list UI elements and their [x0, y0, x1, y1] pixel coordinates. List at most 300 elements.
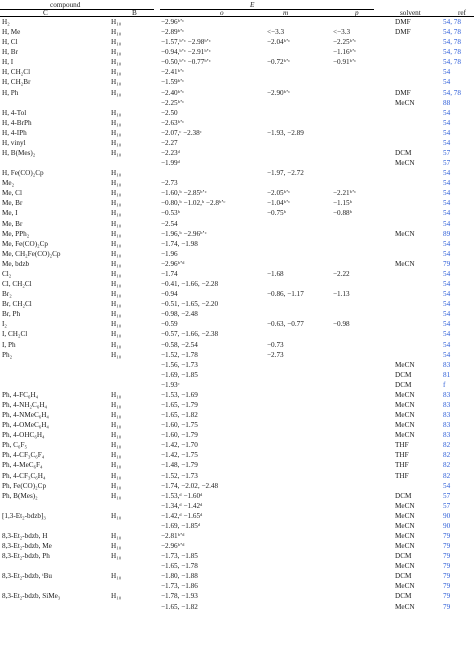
cell-compound-b: H₁₀ [111, 320, 122, 329]
cell-compound-c: H, B(Mes)₂ [2, 149, 36, 158]
cell-e-ortho: −1.48, −1.79 [161, 461, 198, 470]
cell-e-ortho: −2.07,ᶜ −2.38ᶜ [161, 128, 202, 137]
cell-ref[interactable]: 54 [443, 128, 451, 137]
cell-e-ortho: −2.23ᵈ [161, 149, 180, 158]
table-row [0, 541, 474, 551]
cell-solvent: DCM [395, 552, 412, 561]
cell-ref[interactable]: 54, 78 [443, 18, 461, 26]
cell-solvent: MeCN [395, 98, 415, 107]
cell-compound-b: H₁₀ [111, 249, 122, 258]
cell-compound-b: H₁₀ [111, 400, 122, 409]
cell-compound-c: H, 4-Tol [2, 108, 27, 117]
cell-compound-c: 8,3-Et₂-bdzb, H [2, 531, 48, 540]
cell-compound-c: Br, Ph [2, 310, 21, 319]
cell-e-ortho: −1.60, −1.79 [161, 431, 198, 440]
cell-compound-b: H₁₀ [111, 88, 122, 97]
cell-ref[interactable]: 89 [443, 229, 451, 238]
cell-e-meta: −2.73 [267, 350, 284, 359]
cell-e-ortho: −0.51, −1.65, −2.20 [161, 300, 219, 309]
table-row [0, 571, 474, 581]
cell-ref[interactable]: 82 [443, 471, 451, 480]
cell-compound-c: 8,3-Et₂-bdzb, SiMe₃ [2, 592, 61, 601]
cell-e-ortho: −2.41ᵇʼᶜ [161, 68, 185, 77]
cell-compound-b: H₁₀ [111, 421, 122, 430]
cell-ref[interactable]: 54, 78 [443, 38, 461, 47]
cell-compound-c: Ph, 4-NMeC₆H₄ [2, 411, 49, 420]
cell-solvent: THF [395, 451, 409, 460]
cell-ref[interactable]: 83 [443, 400, 451, 409]
cell-compound-c: Me, Br [2, 219, 23, 228]
cell-e-meta: −1.04ᵇʼᶜ [267, 199, 291, 208]
cell-ref[interactable]: 82 [443, 451, 451, 460]
cell-solvent: MeCN [395, 360, 415, 369]
cell-e-ortho: −0.94,ᵇʼᶜ −2.91ᵇʼᶜ [161, 48, 211, 57]
cell-e-ortho: −2.96ᵇʼᵈ [161, 259, 185, 268]
cell-ref[interactable]: 81 [443, 370, 451, 379]
header-e: E [250, 1, 255, 9]
cell-solvent: THF [395, 461, 409, 470]
cell-e-ortho: −1.69, −1.85ᵈ [161, 521, 201, 530]
cell-compound-b: H₁₀ [111, 128, 122, 137]
table-row [0, 319, 474, 329]
cell-e-ortho: −2.27 [161, 138, 178, 147]
cell-compound-b: H₁₀ [111, 451, 122, 460]
cell-ref[interactable]: f [443, 380, 446, 389]
table-row [0, 138, 474, 148]
cell-ref[interactable]: 83 [443, 360, 451, 369]
cell-ref[interactable]: 90 [443, 521, 451, 530]
cell-e-meta: −0.72ᵇʼᶜ [267, 58, 291, 67]
cell-ref[interactable]: 54 [443, 68, 451, 77]
cell-compound-b: H₁₀ [111, 269, 122, 278]
cell-compound-b: H₁₀ [111, 259, 122, 268]
cell-compound-b: H₁₀ [111, 209, 122, 218]
cell-compound-b: H₁₀ [111, 78, 122, 87]
cell-compound-c: Ph, Fe(CO)₂Cp [2, 481, 47, 490]
cell-compound-c: Me, CH₂Fe(CO)₂Cp [2, 249, 61, 258]
cell-e-ortho: −0.57, −1.66, −2.38 [161, 330, 219, 339]
cell-e-meta: −2.04ᵇʼᶜ [267, 38, 291, 47]
cell-compound-c: Me, Br [2, 199, 23, 208]
cell-compound-b: H₁₀ [111, 219, 122, 228]
cell-e-ortho: −0.50,ᵇʼᶜ −0.77ᵇʼᶜ [161, 58, 211, 67]
table-row [0, 370, 474, 380]
cell-compound-c: I, CH₂Cl [2, 330, 28, 339]
header-rule-e [160, 9, 374, 10]
cell-solvent: MeCN [395, 501, 415, 510]
cell-solvent: DCM [395, 380, 412, 389]
cell-e-ortho: −1.57,ᵇʼᶜ −2.98ᵇʼᶜ [161, 38, 211, 47]
header-compound: compound [50, 1, 81, 9]
cell-solvent: MeCN [395, 411, 415, 420]
cell-compound-c: Ph, 4-NH₂C₆H₄ [2, 400, 48, 409]
table-row [0, 118, 474, 128]
cell-compound-b: H₁₀ [111, 189, 122, 198]
cell-solvent: MeCN [395, 531, 415, 540]
cell-ref[interactable]: 54 [443, 290, 451, 299]
table-row [0, 208, 474, 218]
cell-solvent: THF [395, 441, 409, 450]
cell-ref[interactable]: 79 [443, 602, 451, 611]
cell-ref[interactable]: 83 [443, 431, 451, 440]
table-row [0, 57, 474, 67]
table-row [0, 269, 474, 279]
cell-e-meta: −1.93, −2.89 [267, 128, 304, 137]
cell-e-ortho: −1.56, −1.73 [161, 360, 198, 369]
table-row [0, 309, 474, 319]
cell-compound-b: H₁₀ [111, 58, 122, 67]
table-row [0, 531, 474, 541]
cell-compound-c: Br₂ [2, 290, 12, 299]
table-row [0, 481, 474, 491]
cell-e-ortho: −1.42, −1.70 [161, 441, 198, 450]
cell-compound-c: Ph, 4-OMeC₆H₄ [2, 421, 49, 430]
cell-solvent: DCM [395, 491, 412, 500]
header-col-o: o [220, 8, 224, 17]
cell-e-ortho: −0.58, −2.54 [161, 340, 198, 349]
table-row [0, 400, 474, 410]
cell-compound-b: H₁₀ [111, 350, 122, 359]
cell-solvent: MeCN [395, 431, 415, 440]
cell-ref[interactable]: 54, 78 [443, 48, 461, 57]
cell-solvent: DMF [395, 28, 411, 37]
cell-compound-b: H₁₀ [111, 491, 122, 500]
cell-compound-b: H₁₀ [111, 461, 122, 470]
cell-e-ortho: −1.96 [161, 249, 178, 258]
cell-ref[interactable]: 54 [443, 169, 451, 178]
cell-compound-c: Me, bdzb [2, 259, 30, 268]
cell-solvent: MeCN [395, 521, 415, 530]
cell-e-para: <−3.3 [333, 28, 351, 37]
cell-e-ortho: −1.80, −1.88 [161, 572, 198, 581]
cell-ref[interactable]: 54 [443, 118, 451, 127]
cell-ref[interactable]: 54 [443, 320, 451, 329]
cell-ref[interactable]: 79 [443, 259, 451, 268]
cell-ref[interactable]: 83 [443, 421, 451, 430]
table-row [0, 380, 474, 390]
table-row [0, 430, 474, 440]
cell-e-para: −1.13 [333, 290, 350, 299]
table-row [0, 249, 474, 259]
cell-compound-c: Ph, 4-CF₃C₆H₄ [2, 471, 46, 480]
cell-solvent: MeCN [395, 400, 415, 409]
cell-e-meta: −0.73 [267, 340, 284, 349]
cell-ref[interactable]: 54 [443, 219, 451, 228]
cell-e-ortho: −1.69, −1.85 [161, 370, 198, 379]
cell-ref[interactable]: 88 [443, 98, 451, 107]
cell-compound-c: H, Fe(CO)₂Cp [2, 169, 44, 178]
cell-solvent: DCM [395, 149, 412, 158]
cell-e-ortho: −1.42,ᵈ −1.65ᵈ [161, 511, 203, 520]
table-row [0, 67, 474, 77]
table-row [0, 108, 474, 118]
cell-compound-b: H₁₀ [111, 471, 122, 480]
cell-ref[interactable]: 79 [443, 552, 451, 561]
cell-compound-c: H, Ph [2, 88, 19, 97]
cell-e-meta: −1.68 [267, 269, 284, 278]
cell-ref[interactable]: 82 [443, 461, 451, 470]
table-row [0, 168, 474, 178]
cell-e-ortho: −1.60, −1.75 [161, 421, 198, 430]
table-row [0, 219, 474, 229]
cell-compound-c: H, CH₂Cl [2, 68, 31, 77]
cell-ref[interactable]: 54 [443, 300, 451, 309]
table-row [0, 360, 474, 370]
cell-ref[interactable]: 54 [443, 269, 451, 278]
cell-e-ortho: −0.59 [161, 320, 178, 329]
cell-ref[interactable]: 54, 78 [443, 88, 461, 97]
table-row [0, 551, 474, 561]
cell-compound-c: [1,3-Et₂-bdzb]₃ [2, 511, 46, 520]
cell-e-ortho: −2.96ᵇʼᵈ [161, 542, 185, 551]
cell-e-ortho: −2.73 [161, 179, 178, 188]
cell-solvent: DMF [395, 18, 411, 26]
cell-compound-b: H₁₀ [111, 481, 122, 490]
cell-compound-c: 8,3-Et₂-bdzb, Ph [2, 552, 50, 561]
cell-e-ortho: −1.52, −1.78 [161, 350, 198, 359]
table-row [0, 340, 474, 350]
cell-compound-b: H₁₀ [111, 572, 122, 581]
cell-ref[interactable]: 79 [443, 542, 451, 551]
cell-compound-c: H, Br [2, 48, 18, 57]
cell-e-ortho: −1.74, −1.98 [161, 239, 198, 248]
cell-ref[interactable]: 83 [443, 390, 451, 399]
header-col-ref: ref [458, 8, 466, 17]
table-row [0, 521, 474, 531]
header-col-p: p [355, 8, 359, 17]
cell-ref[interactable]: 54 [443, 78, 451, 87]
cell-ref[interactable]: 54 [443, 138, 451, 147]
cell-compound-c: Ph₂ [2, 350, 13, 359]
cell-e-para: −0.98 [333, 320, 350, 329]
cell-ref[interactable]: 54 [443, 340, 451, 349]
cell-e-ortho: −2.54 [161, 219, 178, 228]
cell-solvent: MeCN [395, 602, 415, 611]
cell-ref[interactable]: 54 [443, 280, 451, 289]
cell-solvent: MeCN [395, 511, 415, 520]
cell-compound-c: H, 4-IPh [2, 128, 27, 137]
cell-ref[interactable]: 54 [443, 108, 451, 117]
cell-ref[interactable]: 54 [443, 350, 451, 359]
cell-compound-c: H, 4-BrPh [2, 118, 32, 127]
cell-compound-b: H₁₀ [111, 118, 122, 127]
cell-ref[interactable]: 54 [443, 179, 451, 188]
table-row [0, 440, 474, 450]
header-col-solvent: solvent [400, 8, 421, 17]
cell-ref[interactable]: 57 [443, 491, 451, 500]
cell-ref[interactable]: 57 [443, 149, 451, 158]
cell-e-para: −1.15ᵇ [333, 199, 352, 208]
table-row [0, 450, 474, 460]
table-row [0, 591, 474, 601]
cell-e-ortho: −1.78, −1.93 [161, 592, 198, 601]
cell-compound-b: H₁₀ [111, 552, 122, 561]
table-row [0, 17, 474, 27]
cell-e-ortho: −1.42, −1.75 [161, 451, 198, 460]
cell-compound-c: Me₂ [2, 179, 15, 188]
cell-compound-b: H₁₀ [111, 38, 122, 47]
cell-compound-c: Me, I [2, 209, 18, 218]
table-row [0, 77, 474, 87]
cell-compound-b: H₁₀ [111, 441, 122, 450]
cell-e-ortho: −2.40ᵇʼᶜ [161, 88, 185, 97]
table-body [0, 17, 474, 612]
table-row [0, 420, 474, 430]
table-row [0, 350, 474, 360]
cell-solvent: THF [395, 471, 409, 480]
cell-ref[interactable]: 83 [443, 411, 451, 420]
cell-e-ortho: −1.59ᵇʼᶜ [161, 78, 185, 87]
cell-ref[interactable]: 54, 78 [443, 58, 461, 67]
cell-solvent: MeCN [395, 390, 415, 399]
cell-solvent: MeCN [395, 421, 415, 430]
cell-compound-b: H₁₀ [111, 138, 122, 147]
cell-solvent: MeCN [395, 582, 415, 591]
cell-compound-c: H₂ [2, 18, 10, 26]
cell-solvent: DCM [395, 592, 412, 601]
cell-compound-b: H₁₀ [111, 340, 122, 349]
table-row [0, 460, 474, 470]
cell-compound-b: H₁₀ [111, 280, 122, 289]
cell-e-meta: −0.86, −1.17 [267, 290, 304, 299]
cell-e-ortho: −2.25ᵇʼᶜ [161, 98, 185, 107]
cell-ref[interactable]: 54 [443, 330, 451, 339]
table-row [0, 158, 474, 168]
cell-compound-b: H₁₀ [111, 199, 122, 208]
cell-compound-b: H₁₀ [111, 108, 122, 117]
cell-ref[interactable]: 90 [443, 511, 451, 520]
cell-compound-b: H₁₀ [111, 290, 122, 299]
cell-compound-c: H, Me [2, 28, 21, 37]
cell-e-para: −2.22 [333, 269, 350, 278]
table-row [0, 501, 474, 511]
cell-solvent: MeCN [395, 159, 415, 168]
header-col-c: C [43, 8, 48, 17]
cell-e-meta: −2.90ᵇʼᶜ [267, 88, 291, 97]
table-row [0, 178, 474, 188]
table-row [0, 471, 474, 481]
table-row [0, 88, 474, 98]
cell-solvent: MeCN [395, 259, 415, 268]
table-row [0, 289, 474, 299]
table-row [0, 390, 474, 400]
cell-compound-b: H₁₀ [111, 300, 122, 309]
cell-compound-c: Br, CH₂Cl [2, 300, 32, 309]
table-row [0, 602, 474, 612]
cell-e-ortho: −1.73, −1.86 [161, 582, 198, 591]
cell-ref[interactable]: 79 [443, 592, 451, 601]
cell-compound-b: H₁₀ [111, 149, 122, 158]
cell-compound-b: H₁₀ [111, 390, 122, 399]
cell-compound-b: H₁₀ [111, 531, 122, 540]
cell-e-ortho: −0.98, −2.48 [161, 310, 198, 319]
cell-solvent: MeCN [395, 562, 415, 571]
cell-ref[interactable]: 54 [443, 481, 451, 490]
cell-e-ortho: −0.53ᵇ [161, 209, 180, 218]
cell-e-meta: −0.75ᵇ [267, 209, 286, 218]
table-row [0, 148, 474, 158]
cell-compound-c: I₂ [2, 320, 7, 329]
cell-ref[interactable]: 79 [443, 562, 451, 571]
header-col-b: B [132, 8, 137, 17]
cell-e-ortho: −2.50 [161, 108, 178, 117]
table-row [0, 27, 474, 37]
cell-solvent: DCM [395, 572, 412, 581]
table-row [0, 37, 474, 47]
cell-e-ortho: −1.34,ᵈ −1.42ᵈ [161, 501, 203, 510]
cell-compound-b: H₁₀ [111, 592, 122, 601]
cell-e-meta: −2.05ᵇʼᶜ [267, 189, 291, 198]
cell-compound-b: H₁₀ [111, 48, 122, 57]
cell-compound-c: Ph, 4-OHC₆H₄ [2, 431, 45, 440]
cell-ref[interactable]: 54 [443, 239, 451, 248]
cell-compound-c: H, vinyl [2, 138, 26, 147]
cell-compound-c: Me, Cl [2, 189, 22, 198]
cell-compound-c: Ph, 4-CF₃C₆F₄ [2, 451, 45, 460]
cell-ref[interactable]: 79 [443, 531, 451, 540]
cell-e-meta: −0.63, −0.77 [267, 320, 304, 329]
table-row [0, 98, 474, 108]
cell-e-ortho: −2.89ᵇʼᶜ [161, 28, 185, 37]
cell-e-ortho: −1.96,ᵇ −2.96ᵇʼᶜ [161, 229, 207, 238]
table-row [0, 561, 474, 571]
cell-ref[interactable]: 54 [443, 209, 451, 218]
table-row [0, 511, 474, 521]
cell-ref[interactable]: 57 [443, 159, 451, 168]
cell-compound-c: Cl, CH₂Cl [2, 280, 32, 289]
cell-solvent: DMF [395, 88, 411, 97]
cell-ref[interactable]: 54, 78 [443, 28, 461, 37]
cell-e-ortho: −1.53, −1.69 [161, 390, 198, 399]
cell-ref[interactable]: 54 [443, 249, 451, 258]
cell-compound-b: H₁₀ [111, 542, 122, 551]
cell-compound-c: Ph, C₆F₅ [2, 441, 27, 450]
cell-compound-c: Ph, B(Mes)₂ [2, 491, 38, 500]
cell-ref[interactable]: 54 [443, 310, 451, 319]
cell-ref[interactable]: 54 [443, 189, 451, 198]
cell-ref[interactable]: 79 [443, 572, 451, 581]
cell-e-ortho: −0.41, −1.66, −2.28 [161, 280, 219, 289]
cell-e-ortho: −1.65, −1.78 [161, 562, 198, 571]
cell-ref[interactable]: 57 [443, 501, 451, 510]
cell-e-ortho: −0.80,ᵇ −1.02,ᵇ −2.8ᵇʼᶜ [161, 199, 226, 208]
cell-compound-c: 8,3-Et₂-bdzb, ᵗBu [2, 572, 52, 581]
cell-compound-b: H₁₀ [111, 511, 122, 520]
cell-ref[interactable]: 82 [443, 441, 451, 450]
cell-ref[interactable]: 54 [443, 199, 451, 208]
cell-compound-c: H, I [2, 58, 14, 67]
table-row [0, 299, 474, 309]
cell-e-ortho: −2.96ᵇʼᶜ [161, 18, 185, 26]
table-row [0, 47, 474, 57]
cell-compound-c: Ph, 4-FC₆H₄ [2, 390, 39, 399]
cell-ref[interactable]: 79 [443, 582, 451, 591]
table-row [0, 128, 474, 138]
table-row [0, 329, 474, 339]
cell-compound-b: H₁₀ [111, 68, 122, 77]
cell-e-ortho: −2.63ᵇʼᶜ [161, 118, 185, 127]
cell-compound-b: H₁₀ [111, 310, 122, 319]
cell-e-ortho: −1.74, −2.02, −2.48 [161, 481, 219, 490]
cell-compound-b: H₁₀ [111, 28, 122, 37]
cell-e-ortho: −2.81ᵇʼᵈ [161, 531, 185, 540]
table-row [0, 259, 474, 269]
table-row [0, 188, 474, 198]
cell-solvent: MeCN [395, 542, 415, 551]
cell-compound-b: H₁₀ [111, 330, 122, 339]
cell-compound-b: H₁₀ [111, 431, 122, 440]
header-col-m: m [283, 8, 289, 17]
